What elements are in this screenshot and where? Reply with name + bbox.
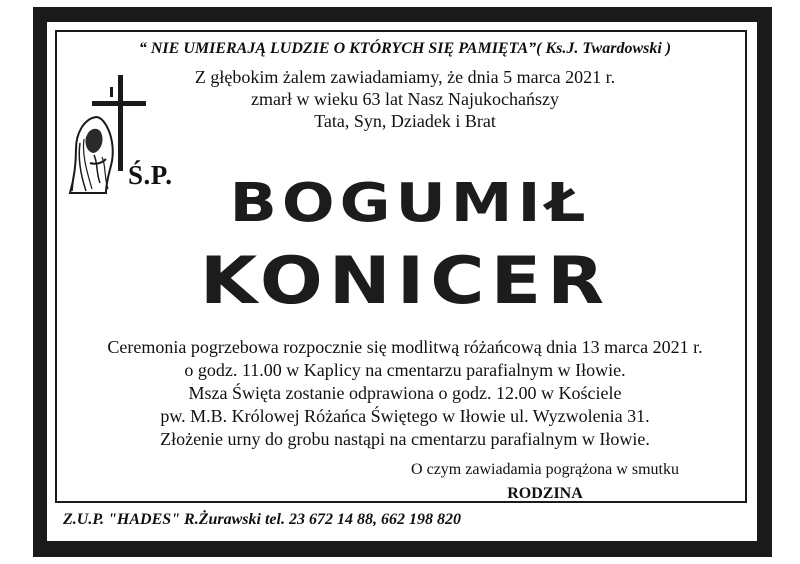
family-signature: RODZINA [507,485,583,502]
ceremony-line: Złożenie urny do grobu nastąpi na cmentarzu parafialnym w Iłowie. [160,429,650,449]
deceased-first-name: BOGUMIŁ [229,171,591,234]
announcement-line: Z głębokim żalem zawiadamiamy, że dnia 5 marca 2021 r. [194,67,616,87]
announcement-block [60,66,750,132]
family-note-text: O czym zawiadamia pogrążona w smutku [411,461,679,478]
sp-prefix: Ś.P. [128,160,173,190]
family-note [360,458,730,506]
ceremony-line: o godz. 11.00 w Kaplicy na cmentarzu parafialnym w Iłowie. [184,360,626,380]
ceremony-line: Ceremonia pogrzebowa rozpocznie się modlitwą różańcową dnia 13 marca 2021 r. [107,337,703,357]
announcement-line: zmarł w wieku 63 lat Nasz Najukochańszy [251,89,559,109]
motto-quote: “ NIE UMIERAJĄ LUDZIE O KTÓRYCH SIĘ PAMIĘTA”( Ks.J. Twardowski ) [138,40,672,57]
ceremony-details [60,336,750,451]
announcement-line: Tata, Syn, Dziadek i Brat [314,111,496,131]
ceremony-line: Msza Święta zostanie odprawiona o godz. 12.00 w Kościele [188,383,622,403]
ceremony-line: pw. M.B. Królowej Różańca Świętego w Iłowie ul. Wyzwolenia 31. [160,406,650,426]
deceased-last-name: KONICER [199,243,611,319]
funeral-home-footer: Z.U.P. "HADES" R.Żurawski tel. 23 672 14 88, 662 198 820 [63,511,461,528]
